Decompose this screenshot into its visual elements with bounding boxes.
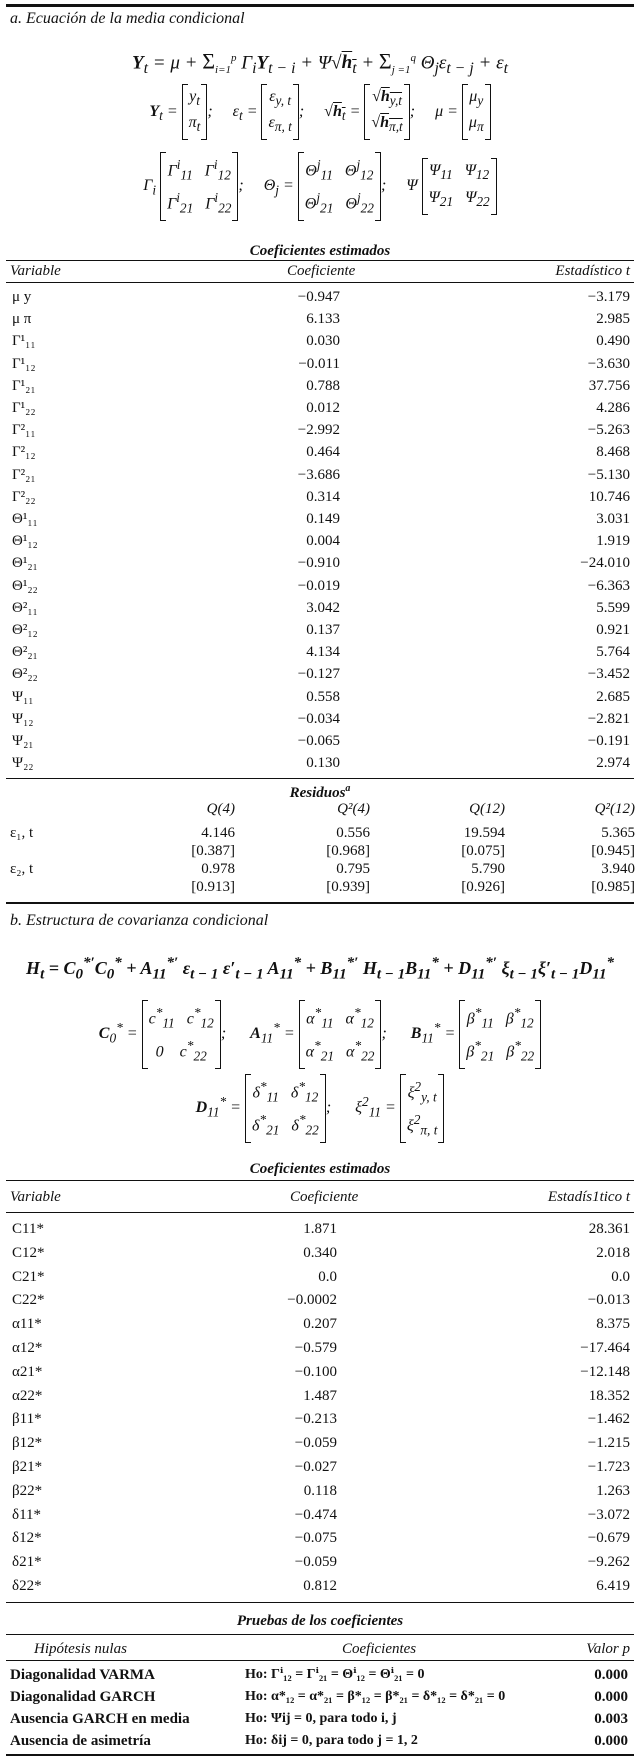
test-hypothesis: Diagonalidad GARCH [10, 1689, 156, 1705]
panel-a-row-coef: 0.004 [306, 533, 340, 550]
panel-b-row-tstat: 2.018 [596, 1244, 630, 1261]
res-pval: [0.945] [591, 842, 635, 859]
panel-a-row-label: Θ²₂₂ [12, 666, 38, 683]
test-coeficientes: Ho: Γⁱ₁₂ = Γⁱ₂₁ = Θⁱ₁₂ = Θⁱ₂₁ = 0 [245, 1667, 425, 1682]
res-cell: 5.365 [601, 824, 635, 841]
panel-a-row-coef: −0.011 [298, 355, 340, 372]
panel-a-row-label: Θ¹₂₁ [12, 555, 38, 572]
panel-a-col-coef: Coeficiente [287, 263, 356, 279]
panel-a-row-tstat: 2.685 [596, 688, 630, 705]
panel-a-title: a. Ecuación de la media condicional [10, 10, 245, 27]
panel-b-row-tstat: 1.263 [596, 1482, 630, 1499]
panel-a-row-coef: −0.910 [297, 555, 340, 572]
panel-a-row-coef: −3.686 [297, 466, 340, 483]
panel-a-row-coef: 0.464 [306, 444, 340, 461]
residuos-table [10, 800, 635, 896]
gamma-matrix: $\Gamma^i_{11}$ $\Gamma^i_{12}$ $\Gamma^i_{21}$ $\Gamma^i_{22}$ [160, 152, 238, 221]
bottom-rule [6, 1754, 634, 1756]
panel-a-row-coef: 0.030 [306, 333, 340, 350]
panel-a-row-label: Ψ₁₂ [12, 710, 34, 727]
top-rule [6, 4, 634, 7]
panel-a-row-label: μ π [12, 311, 32, 328]
panel-a-row-coef: −0.127 [297, 666, 340, 683]
psi-matrix: $\Psi_{11}$ $\Psi_{12}$ $\Psi_{21}$ $\Psi_{22}$ [422, 158, 497, 214]
panel-a-row-tstat: 4.286 [596, 400, 630, 416]
eps-matrix: $\varepsilon_{y, t}$ $\varepsilon_{\pi, t}$ [261, 84, 298, 140]
panel-b-col-coef: Coeficiente [290, 1189, 359, 1205]
panel-a-row-label: Ψ₂₂ [12, 755, 34, 772]
panel-a-row-coef: 0.314 [306, 488, 340, 505]
panel-b-row-coef: 0.340 [303, 1244, 337, 1261]
panel-b-col-t: Estadís1tico t [547, 1189, 630, 1205]
panel-b-row-coef: −0.027 [294, 1459, 337, 1475]
panel-a-row-tstat: −0.191 [587, 733, 630, 749]
test-valor-p: 0.003 [594, 1711, 628, 1727]
panel-b-row-label: δ11* [12, 1506, 42, 1523]
panel-b-row-coef: −0.474 [294, 1506, 337, 1523]
panel-a-row-coef: 0.788 [306, 377, 340, 394]
panel-b-row-tstat: −0.013 [587, 1292, 630, 1309]
res-row-2-label: ε₂, t [10, 860, 34, 877]
panel-a-rule-3 [6, 778, 634, 779]
res-pval: [0.968] [326, 842, 370, 859]
panel-b-row-coef: −0.579 [294, 1340, 337, 1356]
panel-b-equation: $H_t = C_0^{*'}C_0^* + A_{11}^{*'}$ $\varepsilon_{t - 1}$ $\varepsilon'_{t - 1}$ $A_{11}^* + B_{11}^{*'}$ $H_{t - 1}B_{11}^* + D_{11}^{*'}$ $\xi_{t - 1}\xi'_{t - 1}D_{11}^*$ [26, 955, 614, 983]
h-matrix: $√h_{y,t}$ $√h_{\pi,t}$ [364, 84, 409, 140]
res-row-1-label: ε₁, t [10, 824, 34, 841]
res-pval: [0.075] [461, 842, 505, 859]
panel-a-col-variable: Variable [10, 263, 61, 279]
panel-b-rule-1 [6, 1180, 634, 1181]
panel-b-row-label: β21* [12, 1459, 43, 1475]
res-cell: 5.790 [471, 860, 505, 877]
res-pval: [0.939] [326, 878, 370, 895]
panel-a-row-label: Γ²₂₂ [12, 488, 36, 505]
panel-b-row-tstat: 6.419 [596, 1578, 630, 1594]
D-matrix: $\delta^*_{11}$ $\delta^*_{12}$ $\delta^*_{21}$ $\delta^*_{22}$ [245, 1074, 326, 1143]
panel-a-row-tstat: −3.179 [587, 289, 630, 305]
res-cell: 0.978 [201, 860, 235, 877]
test-coeficientes: Ho: α*₁₂ = α*₂₁ = β*₁₂ = β*₂₁ = δ*₁₂ = δ*₂₁ = 0 [245, 1689, 506, 1704]
panel-b-row-coef: −0.213 [294, 1411, 337, 1428]
panel-a-row-label: Θ¹₁₁ [12, 511, 38, 527]
panel-a-row-tstat: 2.985 [596, 311, 630, 328]
panel-a-row-tstat: −24.010 [580, 555, 630, 572]
res-pval: [0.387] [191, 842, 235, 859]
panel-b-row-label: δ22* [12, 1578, 42, 1594]
panel-b-title: b. Estructura de covarianza condicional [10, 912, 269, 929]
panel-a-row-coef: 0.149 [306, 511, 340, 527]
panel-a-row-tstat: −5.130 [587, 466, 630, 483]
panel-a-row-tstat: 1.919 [596, 533, 630, 550]
panel-b-row-label: δ12* [12, 1530, 42, 1547]
panel-b-row-label: α21* [12, 1363, 43, 1380]
panel-a-row-tstat: 10.746 [588, 488, 630, 505]
res-cell: 0.556 [336, 824, 370, 841]
panel-a-row-tstat: −2.821 [587, 710, 630, 727]
panel-a-row-label: Ψ₁₁ [12, 688, 34, 705]
panel-b-rule-2 [6, 1212, 634, 1213]
panel-a-row-label: Γ²₂₁ [12, 466, 36, 483]
panel-b-row-tstat: −12.148 [580, 1363, 630, 1380]
panel-a-row-coef: −0.947 [297, 289, 340, 305]
res-pval: [0.985] [591, 878, 635, 895]
panel-b-row-coef: −0.100 [294, 1363, 337, 1380]
res-cell: 0.795 [336, 860, 370, 877]
test-valor-p: 0.000 [594, 1689, 628, 1705]
panel-b-row-label: C11* [12, 1221, 44, 1237]
panel-b-row-tstat: −0.679 [587, 1530, 630, 1547]
panel-a-row-tstat: 37.756 [588, 377, 630, 394]
panel-a-row-label: Θ¹₂₂ [12, 577, 38, 594]
panel-a-row-coef: −2.992 [297, 422, 340, 439]
test-coeficientes: Ho: Ψij = 0, para todo i, j [245, 1711, 397, 1726]
panel-a-equation: $Y_t = \mu + \Sigma_{i=1}^p$ $\Gamma_iY_{t - i} + \Psi√h_t + \Sigma_{j =1}^q$ $\Theta_j\varepsilon_{t - j} + \varepsilon_t$ [132, 48, 508, 78]
res-col-q2-4: Q²(4) [337, 800, 370, 817]
res-cell: 3.940 [601, 860, 635, 877]
panel-b-rule-3 [6, 1602, 634, 1603]
panel-b-row-tstat: 0.0 [611, 1268, 630, 1285]
panel-b-row-tstat: 8.375 [596, 1316, 630, 1333]
panel-a-row-tstat: −3.452 [587, 666, 630, 683]
res-pval: [0.926] [461, 878, 505, 895]
panel-b-row-label: α12* [12, 1340, 43, 1356]
panel-a-row-coef: 0.137 [306, 622, 340, 638]
panel-a-row-tstat: 0.490 [596, 333, 630, 350]
theta-matrix: $\Theta^j_{11}$ $\Theta^j_{12}$ $\Theta^j_{21}$ $\Theta^j_{22}$ [298, 152, 381, 221]
panel-a-row-coef: −0.065 [297, 733, 340, 749]
panel-b-row-label: δ21* [12, 1554, 42, 1571]
panel-b-row-coef: 0.0 [318, 1268, 337, 1285]
panel-b-row-coef: −0.059 [294, 1554, 337, 1571]
panel-b-row-coef: 0.118 [303, 1482, 337, 1499]
panel-b-row-coef: 0.207 [303, 1316, 337, 1333]
panel-b-row-coef: 1.487 [303, 1387, 337, 1404]
panel-a-coef-heading: Coeficientes estimados [249, 243, 391, 259]
panel-a-residuos-heading: Residuos$^a$ [289, 783, 351, 801]
panel-b-row-coef: −0.0002 [287, 1292, 337, 1309]
tests-col-coeficientes: Coeficientes [342, 1641, 417, 1657]
C-matrix: $c^*_{11}$ $c^*_{12}$ 0 $c^*_{22}$ [142, 1000, 221, 1069]
panel-a-row-tstat: 5.764 [596, 644, 630, 661]
A-matrix: $\alpha^*_{11}$ $\alpha^*_{12}$ $\alpha^*_{21}$ $\alpha^*_{22}$ [299, 1000, 382, 1069]
panel-a-row-coef: −0.034 [297, 710, 340, 727]
panel-a-row-label: Θ¹₁₂ [12, 533, 38, 550]
tests-rule-1 [6, 1634, 634, 1635]
panel-a-row-label: Γ¹₂₁ [12, 377, 36, 394]
panel-a-row-tstat: −5.263 [587, 422, 630, 439]
panel-b-definitions-1: $C_0^*$ = $c^*_{11}$ $c^*_{12}$ 0 $c^*_{22}$ ; $A_{11}^*$ = $\alpha^*_{11}$ $\alpha^*_{12}$ $\alpha^*_{21}$ $\alpha^*_{22}$ ; $B_{11}^*$ = $\beta^*_{11}$ $\beta^*_{12}$ $\beta^*_{21}$ $\beta^*_{22}$ [0, 1000, 640, 1064]
panel-a-row-label: Γ²₁₂ [12, 444, 36, 461]
panel-a-row-label: Γ¹₂₂ [12, 400, 36, 416]
panel-b-row-label: α22* [12, 1387, 43, 1404]
panel-a-row-label: Θ²₂₁ [12, 644, 38, 661]
panel-a-row-coef: 4.134 [306, 644, 340, 661]
res-col-q2-12: Q²(12) [594, 800, 635, 817]
panel-a-row-coef: 0.012 [306, 400, 340, 416]
panel-a-row-coef: 6.133 [306, 311, 340, 328]
panel-a-row-tstat: 3.031 [596, 511, 630, 527]
panel-a-row-tstat: −3.630 [587, 355, 630, 372]
B-matrix: $\beta^*_{11}$ $\beta^*_{12}$ $\beta^*_{21}$ $\beta^*_{22}$ [459, 1000, 541, 1069]
test-hypothesis: Ausencia GARCH en media [10, 1711, 190, 1727]
panel-a-row-coef: −0.019 [297, 577, 340, 594]
panel-b-coef-heading: Coeficientes estimados [249, 1161, 391, 1177]
panel-b-row-label: β12* [12, 1435, 43, 1452]
panel-b-row-label: C21* [12, 1268, 45, 1285]
panel-a-row-tstat: −6.363 [587, 577, 630, 594]
panel-a-col-t: Estadístico t [555, 263, 630, 279]
panel-b-row-label: β11* [12, 1411, 42, 1428]
panel-b-row-tstat: −1.723 [587, 1459, 630, 1475]
panel-b-row-tstat: 28.361 [588, 1221, 630, 1237]
panel-b-row-tstat: −1.215 [587, 1435, 630, 1452]
tests-col-valor-p: Valor p [586, 1641, 630, 1657]
test-hypothesis: Ausencia de asimetría [10, 1733, 151, 1749]
test-valor-p: 0.000 [594, 1667, 628, 1683]
panel-a-definitions-2: $\Gamma_i$ $\Gamma^i_{11}$ $\Gamma^i_{12}$ $\Gamma^i_{21}$ $\Gamma^i_{22}$ ; $\Theta_j$ = $\Theta^j_{11}$ $\Theta^j_{12}$ $\Theta^j_{21}$ $\Theta^j_{22}$ ; Ψ $\Psi_{11}$ $\Psi_{12}$ $\Psi_{21}$ $\Psi_{22}$ [0, 152, 640, 216]
panel-b-row-label: α11* [12, 1316, 42, 1333]
panel-b-row-label: C22* [12, 1292, 45, 1309]
panel-b-definitions-2: $D_{11}^*$ = $\delta^*_{11}$ $\delta^*_{12}$ $\delta^*_{21}$ $\delta^*_{22}$ ; $\xi^2_{11}$ = $\xi^2_{y, t}$ $\xi^2_{\pi, t}$ [0, 1074, 640, 1138]
panel-a-rule-2 [6, 282, 634, 283]
panel-a-row-tstat: 2.974 [596, 755, 630, 772]
panel-a-row-label: Γ²₁₁ [12, 422, 36, 439]
panel-a-row-coef: 0.130 [306, 755, 340, 772]
test-coeficientes: Ho: δij = 0, para todo j = 1, 2 [245, 1733, 418, 1748]
panel-b-row-tstat: −17.464 [580, 1340, 630, 1356]
panel-a-row-label: Γ¹₁₁ [12, 333, 36, 350]
mu-matrix: $\mu_y$ $\mu_\pi$ [462, 84, 491, 140]
panel-b-row-tstat: −9.262 [587, 1554, 630, 1571]
panel-a-row-coef: 3.042 [306, 599, 340, 616]
tests-rule-2 [6, 1660, 634, 1661]
res-cell: 19.594 [463, 824, 505, 841]
panel-a-row-label: Γ¹₁₂ [12, 355, 36, 372]
panel-b-row-tstat: 18.352 [588, 1387, 630, 1404]
res-pval: [0.913] [191, 878, 235, 895]
panel-b-row-coef: −0.059 [294, 1435, 337, 1452]
panel-b-row-coef: 1.871 [303, 1221, 337, 1237]
Y-matrix: $y_t$ $\pi_t$ [182, 84, 208, 140]
panel-a-definitions-1: $Y_t$ = $y_t$ $\pi_t$ ; $\varepsilon_t$ = $\varepsilon_{y, t}$ $\varepsilon_{\pi, t}$ ; $√h_t$ = $√h_{y,t}$ $√h_{\pi,t}$ ; μ = $\mu_y$ $\mu_\pi$ [0, 84, 640, 144]
panel-b-row-tstat: −1.462 [587, 1411, 630, 1428]
panel-a-row-tstat: 0.921 [596, 622, 630, 638]
panel-a-row-label: Θ²₁₁ [12, 599, 38, 616]
panel-a-row-tstat: 8.468 [596, 444, 630, 461]
panel-a-rule-1 [6, 260, 634, 261]
res-col-q12: Q(12) [469, 800, 505, 817]
mid-rule [6, 902, 634, 904]
panel-b-row-label: β22* [12, 1482, 43, 1499]
panel-b-row-label: C12* [12, 1244, 45, 1261]
panel-a-row-tstat: 5.599 [596, 599, 630, 616]
test-valor-p: 0.000 [594, 1733, 628, 1749]
panel-a-row-label: Ψ₂₁ [12, 733, 34, 749]
res-col-q4: Q(4) [206, 800, 235, 817]
xi-matrix: $\xi^2_{y, t}$ $\xi^2_{\pi, t}$ [400, 1074, 445, 1143]
panel-b-col-variable: Variable [10, 1189, 61, 1205]
tests-heading: Pruebas de los coeficientes [236, 1613, 404, 1629]
panel-a-row-label: Θ²₁₂ [12, 622, 38, 638]
res-cell: 4.146 [201, 824, 235, 841]
panel-a-row-label: μ y [12, 289, 32, 305]
tests-col-hipotesis: Hipótesis nulas [34, 1641, 127, 1657]
panel-b-row-tstat: −3.072 [587, 1506, 630, 1523]
panel-b-row-coef: −0.075 [294, 1530, 337, 1547]
panel-a-row-coef: 0.558 [306, 688, 340, 705]
panel-b-row-coef: 0.812 [303, 1578, 337, 1594]
test-hypothesis: Diagonalidad VARMA [10, 1667, 155, 1683]
